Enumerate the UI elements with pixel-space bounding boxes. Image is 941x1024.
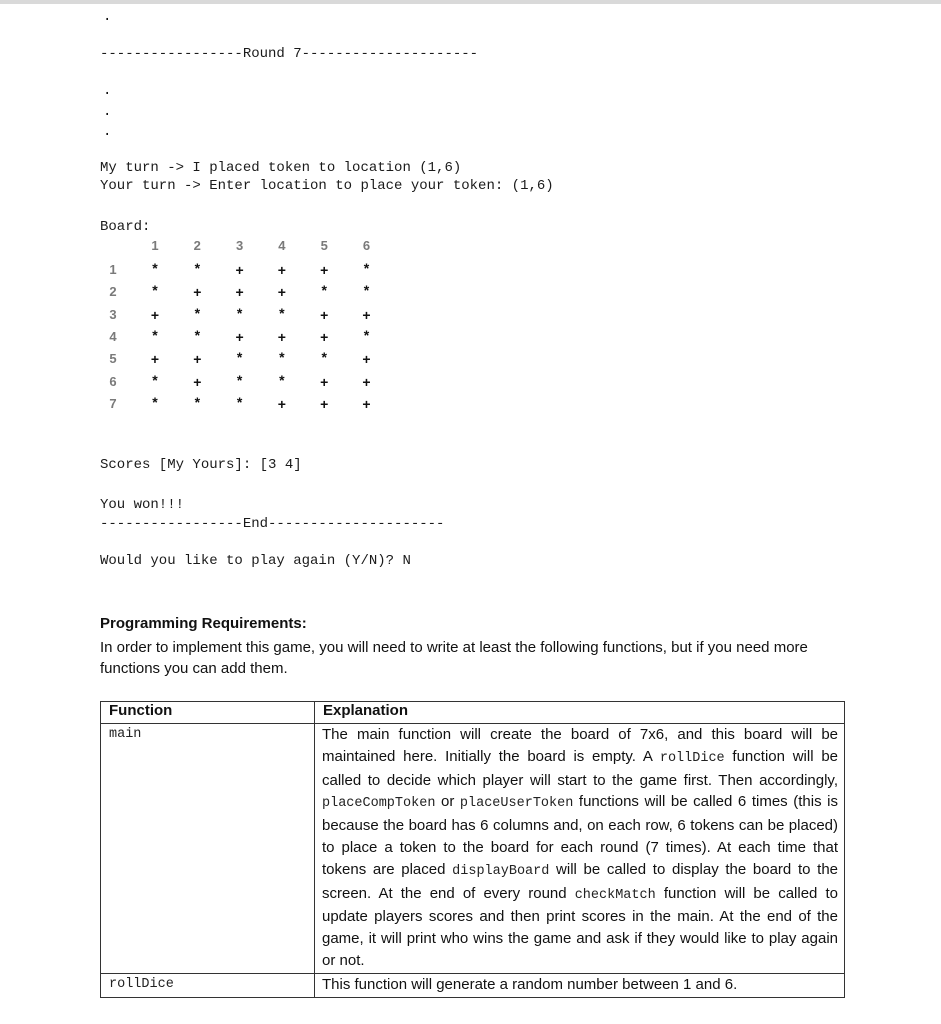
table-header-row <box>101 702 845 724</box>
user-token-cell: + <box>193 284 202 301</box>
top-border <box>0 0 941 4</box>
row-header: 1 <box>109 262 117 277</box>
code-ref: checkMatch <box>574 887 656 903</box>
requirements-heading: Programming Requirements: <box>100 615 307 632</box>
computer-token-cell: * <box>279 349 285 366</box>
user-token-cell: + <box>277 328 286 345</box>
explanation-text: function will be called to update players scores and then print scores in the main. At the end of the game, it will print who wins the game and ask if they would like to play again or not. <box>322 884 838 969</box>
user-token-cell: + <box>277 262 286 278</box>
user-token-cell: + <box>150 351 160 368</box>
user-token-cell: + <box>235 328 244 345</box>
row-header: 7 <box>109 395 117 411</box>
column-header: 4 <box>278 238 286 253</box>
user-token-cell: + <box>320 306 329 323</box>
computer-token-cell: * <box>194 260 201 276</box>
ellipsis-dot: . <box>103 83 112 99</box>
user-token-cell: + <box>362 306 371 323</box>
computer-token-cell: * <box>152 371 158 388</box>
explanation-text: will be called to display the board to the screen. At the end of every round <box>322 860 839 902</box>
user-token-cell: + <box>320 262 329 278</box>
computer-token-cell: * <box>152 326 158 343</box>
user-token-cell: + <box>320 395 329 412</box>
user-token-cell: + <box>362 351 371 368</box>
user-token-cell: + <box>235 262 244 278</box>
round-separator: -----------------Round 7--------------------- <box>100 46 479 62</box>
explanation-text: function will be called to decide which player will start to the game first. Then accordingly, <box>322 747 838 789</box>
computer-token-cell: * <box>321 349 327 366</box>
user-token-cell: + <box>193 351 202 368</box>
explanation-text: or <box>435 793 460 811</box>
my-turn-line: My turn -> I placed token to location (1,6) <box>100 160 462 176</box>
function-column-header: Function <box>101 702 315 724</box>
end-separator: -----------------End--------------------- <box>100 516 445 532</box>
computer-token-cell: * <box>363 282 370 299</box>
function-explanation: This function will generate a random number between 1 and 6. <box>315 973 845 997</box>
function-explanation <box>315 724 845 974</box>
user-token-cell: + <box>320 328 329 345</box>
play-again-prompt: Would you like to play again (Y/N)? N <box>100 553 411 569</box>
column-header: 3 <box>235 238 244 253</box>
computer-token-cell: * <box>152 393 158 410</box>
column-header: 6 <box>362 238 371 253</box>
explanation-column-header: Explanation <box>315 702 845 724</box>
column-header: 5 <box>320 238 328 253</box>
user-token-cell: + <box>362 373 371 390</box>
code-ref: placeUserToken <box>459 796 574 812</box>
user-token-cell: + <box>150 306 160 323</box>
function-name: main <box>101 724 315 974</box>
computer-token-cell: * <box>363 326 370 343</box>
your-turn-line: Your turn -> Enter location to place your token: (1,6) <box>100 178 554 194</box>
result-line: You won!!! <box>100 497 185 513</box>
scores-line: Scores [My Yours]: [3 4] <box>100 457 302 473</box>
column-header: 2 <box>193 238 201 253</box>
user-token-cell: + <box>277 284 286 301</box>
column-header: 1 <box>151 238 159 253</box>
table-row <box>101 724 845 974</box>
computer-token-cell: * <box>363 260 370 276</box>
computer-token-cell: * <box>152 260 158 276</box>
explanation-text: functions will be called 6 times (this is because the board has 6 columns and, on each row, 6 tokens can be placed) to place a token to the board for each round (7 times). At each time that tokens are placed <box>322 793 838 878</box>
computer-token-cell: * <box>236 304 243 321</box>
code-ref: rollDice <box>659 750 725 766</box>
user-token-cell: + <box>193 373 202 390</box>
row-header: 2 <box>109 284 117 300</box>
requirements-intro: In order to implement this game, you will need to write at least the following functions, but if you need more functions you can add them. <box>100 639 808 677</box>
explanation-text: The main function will create the board of 7x6, and this board will be maintained here. Initially the board is empty. A <box>322 726 838 765</box>
function-name: rollDice <box>101 973 315 997</box>
computer-token-cell: * <box>194 304 201 321</box>
user-token-cell: + <box>320 373 329 390</box>
computer-token-cell: * <box>236 393 243 410</box>
ellipsis-dot: . <box>103 104 112 120</box>
computer-token-cell: * <box>236 371 243 388</box>
table-row <box>101 973 845 997</box>
computer-token-cell: * <box>236 349 243 366</box>
row-header: 6 <box>109 373 117 389</box>
computer-token-cell: * <box>279 304 285 321</box>
user-token-cell: + <box>277 395 286 412</box>
board-label: Board: <box>100 219 151 235</box>
computer-token-cell: * <box>194 393 201 410</box>
code-ref: displayBoard <box>452 863 550 879</box>
user-token-cell: + <box>235 284 244 301</box>
code-ref: placeCompToken <box>322 796 436 812</box>
ellipsis-dot: . <box>103 9 112 25</box>
computer-token-cell: * <box>321 282 327 299</box>
row-header: 3 <box>109 306 117 322</box>
ellipsis-dot: . <box>103 124 112 140</box>
functions-table <box>100 701 845 998</box>
computer-token-cell: * <box>194 326 201 343</box>
user-token-cell: + <box>362 395 371 412</box>
row-header: 5 <box>109 351 117 367</box>
row-header: 4 <box>109 328 117 344</box>
computer-token-cell: * <box>152 282 158 299</box>
computer-token-cell: * <box>279 371 285 388</box>
